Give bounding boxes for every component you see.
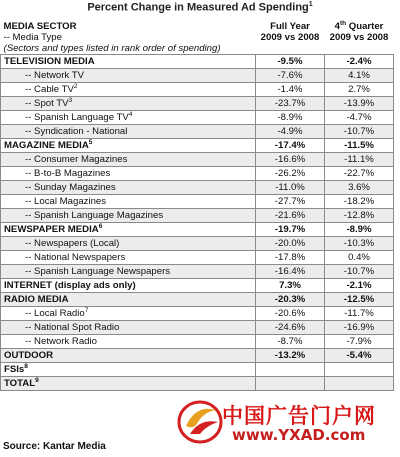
row-label <box>1 335 256 349</box>
full-year-value <box>256 377 325 391</box>
row-label <box>1 237 256 251</box>
row-label-text: -- Newspapers (Local) <box>25 238 120 249</box>
full-year-value: -20.0% <box>256 237 325 251</box>
row-label-text: -- Spanish Language Magazines <box>25 210 164 221</box>
q4-value: -5.4% <box>325 349 394 363</box>
row-label-text: RADIO MEDIA <box>4 294 69 305</box>
media-type-row <box>1 125 394 139</box>
footnote-marker: 7 <box>84 306 89 314</box>
row-label <box>1 195 256 209</box>
q4-value: 3.6% <box>325 181 394 195</box>
row-label <box>1 181 256 195</box>
table-title: Percent Change in Measured Ad Spending$^1$ <box>87 1 313 14</box>
row-label-text: -- Sunday Magazines <box>25 182 116 193</box>
q4-value: -12.5% <box>325 293 394 307</box>
row-label-text: -- Network TV <box>25 70 84 81</box>
row-label-text: -- National Spot Radio <box>25 322 120 333</box>
row-label <box>1 125 256 139</box>
row-label <box>1 279 256 293</box>
full-year-value: -21.6% <box>256 209 325 223</box>
media-type-row <box>1 265 394 279</box>
full-year-value: -20.3% <box>256 293 325 307</box>
full-year-value: -8.9% <box>256 111 325 125</box>
media-type-row <box>1 307 394 321</box>
row-label-text: -- B-to-B Magazines <box>25 168 111 179</box>
q4-value: -11.7% <box>325 307 394 321</box>
full-year-value: -9.5% <box>256 55 325 69</box>
q4-value <box>325 377 394 391</box>
row-label-text: -- Syndication - National <box>25 126 128 137</box>
row-label-text: NEWSPAPER MEDIA <box>4 224 99 235</box>
row-label <box>1 293 256 307</box>
q4-value: -13.9% <box>325 97 394 111</box>
sector-row <box>1 377 394 391</box>
full-year-value: -16.4% <box>256 265 325 279</box>
full-year-value <box>256 363 325 377</box>
sector-row <box>1 363 394 377</box>
row-label-text: -- Cable TV <box>25 84 74 95</box>
sector-row <box>1 293 394 307</box>
q4-value: -2.4% <box>325 55 394 69</box>
full-year-value: -8.7% <box>256 335 325 349</box>
full-year-value: -17.4% <box>256 139 325 153</box>
q4-value: -11.1% <box>325 153 394 167</box>
media-type-row <box>1 195 394 209</box>
header-media-sector: MEDIA SECTOR <box>3 21 77 32</box>
row-label <box>1 69 256 83</box>
media-type-row <box>1 181 394 195</box>
header-row-2 <box>1 32 394 43</box>
row-label <box>1 153 256 167</box>
footnote-marker: 6 <box>98 222 103 230</box>
row-label <box>1 307 256 321</box>
row-label-text: -- Spanish Language Newspapers <box>25 266 171 277</box>
footnote-marker: 8 <box>24 362 28 370</box>
row-label-text: INTERNET (display ads only) <box>4 280 136 291</box>
row-label <box>1 111 256 125</box>
full-year-value: -24.6% <box>256 321 325 335</box>
q4-value: -10.3% <box>325 237 394 251</box>
row-label <box>1 139 256 153</box>
q4-value: -10.7% <box>325 265 394 279</box>
watermark <box>176 396 400 448</box>
header-note: (Sectors and types listed in rank order of spending) <box>1 43 256 55</box>
sector-row <box>1 223 394 237</box>
media-type-row <box>1 251 394 265</box>
footnote-marker: 2 <box>73 82 78 90</box>
row-label <box>1 97 256 111</box>
q4-value: -12.8% <box>325 209 394 223</box>
full-year-value: -23.7% <box>256 97 325 111</box>
q4-value: 0.4% <box>325 251 394 265</box>
header-q4: 4th Quarter <box>334 20 384 32</box>
row-label-text: -- Spanish Language TV <box>25 112 129 123</box>
media-type-row <box>1 97 394 111</box>
media-type-row <box>1 153 394 167</box>
header-media-type: -- Media Type <box>3 32 62 43</box>
q4-value: -11.5% <box>325 139 394 153</box>
media-type-row <box>1 83 394 97</box>
q4-value: -4.7% <box>325 111 394 125</box>
full-year-value: -19.7% <box>256 223 325 237</box>
sector-row <box>1 349 394 363</box>
row-label-text: OUTDOOR <box>4 350 54 361</box>
row-label-text: MAGAZINE MEDIA <box>4 140 89 151</box>
media-type-row <box>1 69 394 83</box>
watermark-url: www.YXAD.com <box>232 426 366 444</box>
sector-row <box>1 139 394 153</box>
row-label-text: -- Network Radio <box>25 336 97 347</box>
full-year-value: -26.2% <box>256 167 325 181</box>
full-year-value: -1.4% <box>256 83 325 97</box>
full-year-value: -11.0% <box>256 181 325 195</box>
row-label-text: TOTAL <box>4 378 36 389</box>
media-type-row <box>1 209 394 223</box>
row-label <box>1 251 256 265</box>
full-year-value: -16.6% <box>256 153 325 167</box>
row-label <box>1 321 256 335</box>
row-label <box>1 265 256 279</box>
row-label <box>1 349 256 363</box>
media-type-row <box>1 321 394 335</box>
header-full-year: Full Year <box>270 21 310 32</box>
row-label <box>1 363 256 377</box>
q4-value: -8.9% <box>325 223 394 237</box>
row-label-text: -- Consumer Magazines <box>25 154 128 165</box>
row-label <box>1 209 256 223</box>
media-type-row <box>1 237 394 251</box>
footnote-marker: 4 <box>128 110 133 118</box>
full-year-value: -20.6% <box>256 307 325 321</box>
row-label <box>1 223 256 237</box>
ad-spending-table <box>0 20 394 391</box>
media-type-row <box>1 335 394 349</box>
footnote-marker: 3 <box>68 96 73 104</box>
q4-value: 2.7% <box>325 83 394 97</box>
q4-value: -10.7% <box>325 125 394 139</box>
sector-row <box>1 55 394 69</box>
header-full-year-period: 2009 vs 2008 <box>260 32 320 43</box>
q4-value: -16.9% <box>325 321 394 335</box>
footnote-marker: 9 <box>35 376 39 384</box>
sector-row <box>1 279 394 293</box>
q4-value: -18.2% <box>325 195 394 209</box>
row-label-text: TELEVISION MEDIA <box>4 56 95 67</box>
full-year-value: -4.9% <box>256 125 325 139</box>
watermark-logo-icon <box>176 396 224 446</box>
row-label <box>1 167 256 181</box>
watermark-cn-text: 中国广告门户网 <box>222 404 376 428</box>
q4-value: -2.1% <box>325 279 394 293</box>
header-q4-period: 2009 vs 2008 <box>329 32 389 43</box>
source-note: Source: Kantar Media <box>3 441 106 452</box>
row-label <box>1 83 256 97</box>
q4-value <box>325 363 394 377</box>
full-year-value: -17.8% <box>256 251 325 265</box>
full-year-value: -13.2% <box>256 349 325 363</box>
full-year-value: -27.7% <box>256 195 325 209</box>
media-type-row <box>1 111 394 125</box>
row-label-text: -- Local Radio <box>25 308 85 319</box>
q4-value: -22.7% <box>325 167 394 181</box>
row-label-text: -- National Newspapers <box>25 252 126 263</box>
media-type-row <box>1 167 394 181</box>
row-label <box>1 55 256 69</box>
row-label-text: -- Local Magazines <box>25 196 107 207</box>
header-row-1 <box>1 20 394 32</box>
row-label <box>1 377 256 391</box>
row-label-text: -- Spot TV <box>25 98 69 109</box>
row-label-text: FSIs <box>4 364 25 375</box>
q4-value: -7.9% <box>325 335 394 349</box>
header-row-3 <box>1 43 394 55</box>
full-year-value: -7.6% <box>256 69 325 83</box>
full-year-value: 7.3% <box>256 279 325 293</box>
q4-value: 4.1% <box>325 69 394 83</box>
footnote-marker: 5 <box>88 138 93 146</box>
